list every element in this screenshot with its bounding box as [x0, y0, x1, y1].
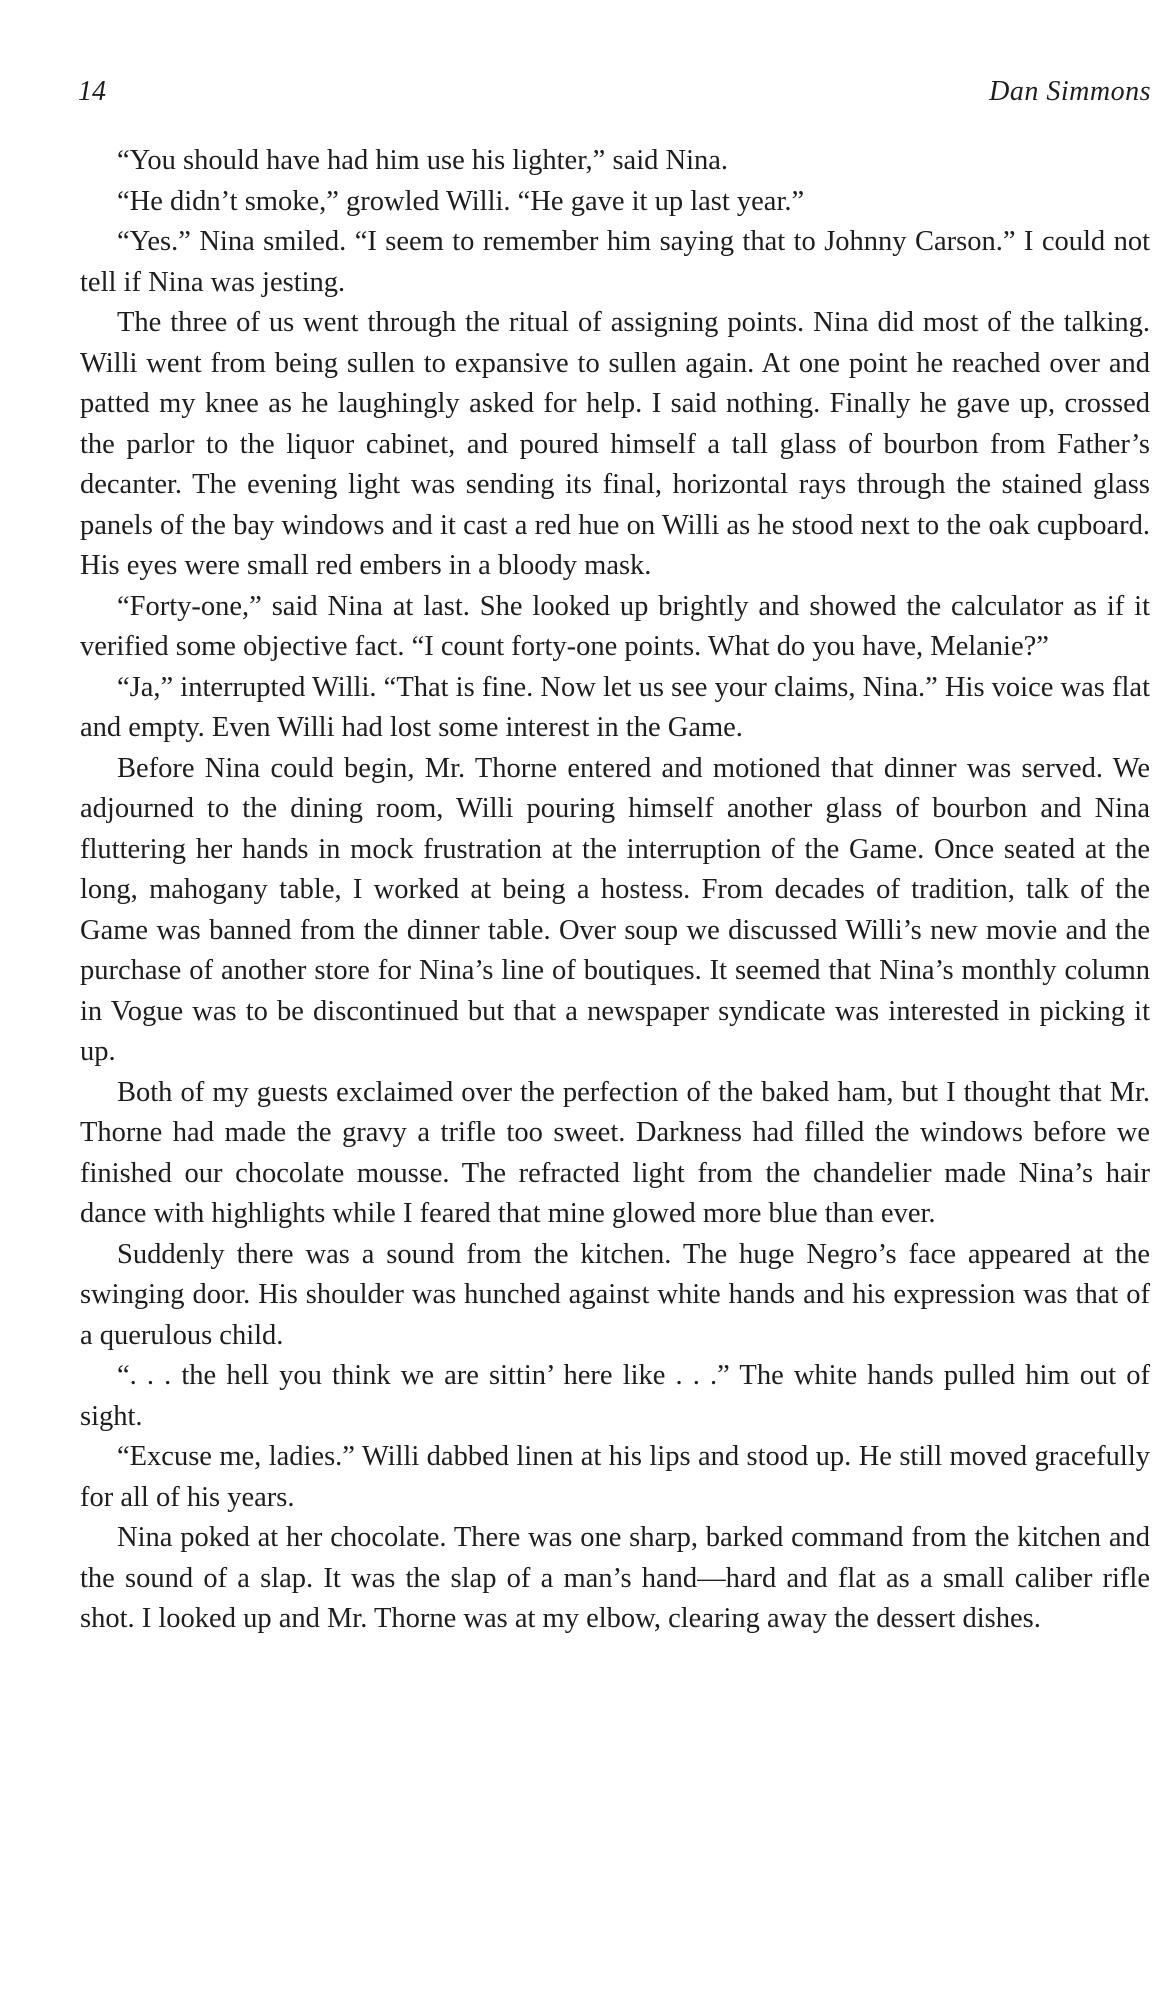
paragraph: Before Nina could begin, Mr. Thorne entered and motioned that dinner was served. We adjourned to the dining room, Willi pouring himself another glass of bourbon and Nina fluttering her hands in mock frustration at the interruption of the Game. Once seated at the long, mahogany table, I worked at being a hostess. From decades of tradition, talk of the Game was banned from the dinner table. Over soup we discussed Willi’s new movie and the purchase of another store for Nina’s line of boutiques. It seemed that Nina’s monthly column in Vogue was to be discontinued but that a newspaper syndicate was interested in picking it up.	[80, 752, 1150, 1067]
running-header	[78, 72, 1151, 112]
paragraph: Both of my guests exclaimed over the perfection of the baked ham, but I thought that Mr. Thorne had made the gravy a trifle too sweet. Darkness had filled the windows before we finished our chocolate mousse. The refracted light from the chandelier made Nina’s hair dance with highlights while I feared that mine glowed more blue than ever.	[80, 1076, 1150, 1229]
paragraph: “Forty-one,” said Nina at last. She looked up brightly and showed the calculator as if it verified some objective fact. “I count forty-one points. What do you have, Melanie?”	[80, 590, 1150, 662]
paragraph: “You should have had him use his lighter,” said Nina.	[117, 145, 729, 176]
running-head-author: Dan Simmons	[989, 76, 1151, 107]
paragraph: “. . . the hell you think we are sittin’ here like . . .” The white hands pulled him out of sight.	[80, 1360, 1150, 1432]
paragraph: “Yes.” Nina smiled. “I seem to remember him saying that to Johnny Carson.” I could not tell if Nina was jesting.	[80, 226, 1150, 298]
paragraph: Suddenly there was a sound from the kitchen. The huge Negro’s face appeared at the swinging door. His shoulder was hunched against white hands and his expression was that of a querulous child.	[80, 1238, 1150, 1351]
paragraph: Nina poked at her chocolate. There was one sharp, barked command from the kitchen and the sound of a slap. It was the slap of a man’s hand—hard and flat as a small caliber rifle shot. I looked up and Mr. Thorne was at my elbow, clearing away the dessert dishes.	[80, 1522, 1150, 1634]
paragraph: “He didn’t smoke,” growled Willi. “He gave it up last year.”	[117, 185, 805, 217]
paragraph: “Excuse me, ladies.” Willi dabbed linen at his lips and stood up. He still moved gracefully for all of his years.	[80, 1441, 1150, 1513]
paragraph: “Ja,” interrupted Willi. “That is fine. Now let us see your claims, Nina.” His voice was flat and empty. Even Willi had lost some interest in the Game.	[80, 671, 1150, 743]
page-number: 14	[78, 76, 106, 107]
body-text	[80, 141, 1150, 1640]
paragraph: The three of us went through the ritual of assigning points. Nina did most of the talking. Willi went from being sullen to expansive to sullen again. At one point he reached over and patted my knee as he laughingly asked for help. I said nothing. Finally he gave up, crossed the parlor to the liquor cabinet, and poured himself a tall glass of bourbon from Father’s decanter. The evening light was sending its final, horizontal rays through the stained glass panels of the bay windows and it cast a red hue on Willi as he stood next to the oak cupboard. His eyes were small red embers in a bloody mask.	[80, 307, 1150, 581]
